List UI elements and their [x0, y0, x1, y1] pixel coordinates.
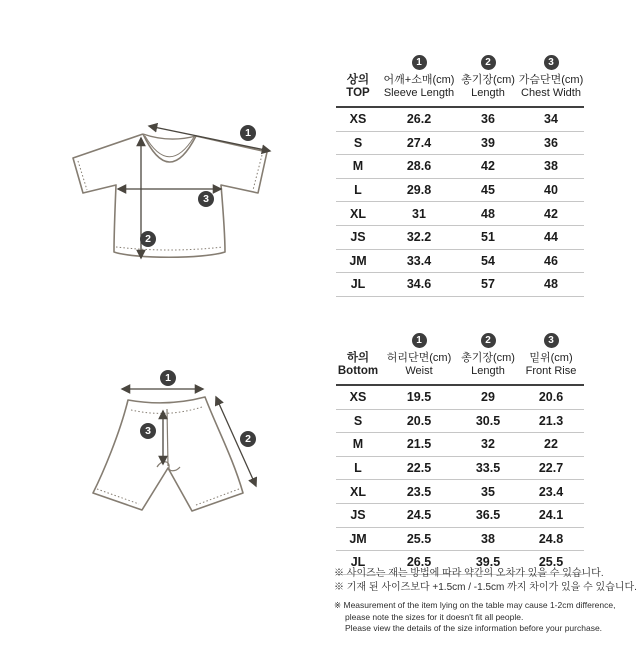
bottom-col2-header [458, 352, 518, 385]
note-en-line-1: ※ Measurement of the item lying on the table may cause 1-2cm difference, [334, 600, 616, 610]
shorts-badge-2: 2 [240, 431, 256, 447]
value-cell: 39.5 [458, 551, 518, 575]
note-ko-line-2: ※ 기재 된 사이즈보다 +1.5cm / -1.5cm 까지 차이가 있을 수 있습니다. [334, 582, 637, 593]
top-table-header [336, 50, 584, 107]
value-cell: 57 [458, 273, 518, 297]
shorts-drawing [35, 358, 270, 523]
size-cell: JL [336, 551, 380, 575]
value-cell: 54 [458, 249, 518, 273]
tshirt-right-cuff-stitch [253, 155, 262, 190]
value-cell: 22.5 [380, 456, 458, 480]
table-row [336, 503, 584, 527]
note-en-line-3: Please view the details of the size information before your purchase. [345, 623, 603, 633]
value-cell: 32.2 [380, 225, 458, 249]
top-size-table [336, 50, 584, 297]
size-cell: M [336, 155, 380, 179]
table-row [336, 131, 584, 155]
table-row [336, 249, 584, 273]
value-cell: 42 [518, 202, 584, 226]
top-col3-header [518, 74, 584, 107]
value-cell: 25.5 [518, 551, 584, 575]
value-cell: 40 [518, 178, 584, 202]
value-cell: 29.8 [380, 178, 458, 202]
tshirt-hem-stitch [116, 247, 223, 250]
value-cell: 31 [380, 202, 458, 226]
top-col1-en: Sleeve Length [383, 87, 455, 99]
bottom-col3-en: Front Rise [525, 365, 577, 377]
tshirt-badge-1: 1 [240, 125, 256, 141]
shorts-badge-3: 3 [140, 423, 156, 439]
top-table-body [336, 107, 584, 296]
value-cell: 24.8 [518, 527, 584, 551]
value-cell: 34 [518, 107, 584, 131]
value-cell: 39 [458, 131, 518, 155]
size-cell: JL [336, 273, 380, 297]
value-cell: 21.3 [518, 409, 584, 433]
value-cell: 21.5 [380, 433, 458, 457]
table-row [336, 202, 584, 226]
value-cell: 25.5 [380, 527, 458, 551]
value-cell: 38 [518, 155, 584, 179]
table-row [336, 456, 584, 480]
shorts-front-rise-line [167, 409, 168, 466]
size-cell: XS [336, 107, 380, 131]
value-cell: 45 [458, 178, 518, 202]
value-cell: 20.6 [518, 385, 584, 409]
table-row [336, 178, 584, 202]
value-cell: 38 [458, 527, 518, 551]
top-col2-en: Length [471, 87, 505, 99]
value-cell: 22.7 [518, 456, 584, 480]
table-row [336, 155, 584, 179]
value-cell: 29 [458, 385, 518, 409]
value-cell: 35 [458, 480, 518, 504]
value-cell: 42 [458, 155, 518, 179]
value-cell: 24.1 [518, 503, 584, 527]
size-notes [334, 567, 637, 635]
table-row [336, 433, 584, 457]
top-col1-badge: 1 [412, 55, 427, 70]
table-row [336, 107, 584, 131]
value-cell: 36 [518, 131, 584, 155]
bottom-col3-header [518, 352, 584, 385]
badge-row [336, 50, 584, 74]
size-cell: S [336, 131, 380, 155]
value-cell: 23.4 [518, 480, 584, 504]
bottom-table-body [336, 385, 584, 574]
value-cell: 26.2 [380, 107, 458, 131]
top-col1-header [380, 74, 458, 107]
size-cell: S [336, 409, 380, 433]
bottom-corner-header [336, 352, 380, 385]
value-cell: 34.6 [380, 273, 458, 297]
value-cell: 48 [518, 273, 584, 297]
size-cell: XL [336, 480, 380, 504]
bottom-table-header [336, 328, 584, 385]
table-row [336, 480, 584, 504]
value-cell: 46 [518, 249, 584, 273]
top-col2-ko: 총기장(cm) [461, 74, 515, 86]
bottom-corner-ko: 하의 [346, 352, 370, 364]
value-cell: 33.5 [458, 456, 518, 480]
tshirt-diagram [25, 92, 280, 267]
size-cell: XL [336, 202, 380, 226]
label-row [336, 352, 584, 385]
size-cell: XS [336, 385, 380, 409]
value-cell: 48 [458, 202, 518, 226]
tshirt-left-cuff-stitch [78, 161, 87, 190]
value-cell: 28.6 [380, 155, 458, 179]
table-row [336, 273, 584, 297]
value-cell: 23.5 [380, 480, 458, 504]
size-cell: M [336, 433, 380, 457]
table-row [336, 409, 584, 433]
tshirt-outline [73, 134, 267, 257]
top-corner-header [336, 74, 380, 107]
note-en-line-2: please note the sizes for it doesn't fit all people. [345, 611, 524, 622]
shorts-badge-1: 1 [160, 370, 176, 386]
bottom-col1-badge: 1 [412, 333, 427, 348]
bottom-size-table [336, 328, 584, 575]
top-col2-header [458, 74, 518, 107]
value-cell: 33.4 [380, 249, 458, 273]
value-cell: 27.4 [380, 131, 458, 155]
value-cell: 30.5 [458, 409, 518, 433]
bottom-col3-ko: 밑위(cm) [529, 352, 573, 364]
top-corner-ko: 상의 [346, 74, 370, 86]
value-cell: 44 [518, 225, 584, 249]
bottom-col2-badge: 2 [481, 333, 496, 348]
note-en-block [334, 600, 630, 635]
badge-row [336, 328, 584, 352]
top-col1-ko: 어깨+소매(cm) [383, 74, 455, 86]
bottom-corner-en: Bottom [337, 365, 379, 377]
value-cell: 36.5 [458, 503, 518, 527]
size-cell: L [336, 178, 380, 202]
size-cell: JS [336, 225, 380, 249]
shorts-diagram [35, 358, 270, 523]
value-cell: 24.5 [380, 503, 458, 527]
bottom-col1-en: Weist [405, 365, 433, 377]
value-cell: 26.5 [380, 551, 458, 575]
bottom-col1-ko: 허리단면(cm) [386, 352, 452, 364]
bottom-col2-en: Length [471, 365, 505, 377]
size-cell: JS [336, 503, 380, 527]
size-cell: JM [336, 527, 380, 551]
value-cell: 32 [458, 433, 518, 457]
value-cell: 20.5 [380, 409, 458, 433]
bottom-col3-badge: 3 [544, 333, 559, 348]
bottom-col1-header [380, 352, 458, 385]
size-cell: JM [336, 249, 380, 273]
table-row [336, 225, 584, 249]
top-col3-ko: 가슴단면(cm) [518, 74, 584, 86]
note-ko-line-1: ※ 사이즈는 재는 방법에 따라 약간의 오차가 있을 수 있습니다. [334, 568, 604, 579]
bottom-col2-ko: 총기장(cm) [461, 352, 515, 364]
label-row [336, 74, 584, 107]
size-cell: L [336, 456, 380, 480]
value-cell: 51 [458, 225, 518, 249]
top-col3-badge: 3 [544, 55, 559, 70]
value-cell: 19.5 [380, 385, 458, 409]
tshirt-collar-back [143, 134, 196, 139]
tshirt-badge-2: 2 [140, 231, 156, 247]
value-cell: 36 [458, 107, 518, 131]
table-row [336, 385, 584, 409]
tshirt-badge-3: 3 [198, 191, 214, 207]
value-cell: 22 [518, 433, 584, 457]
top-col2-badge: 2 [481, 55, 496, 70]
top-corner-en: TOP [346, 87, 370, 99]
table-row [336, 527, 584, 551]
top-col3-en: Chest Width [521, 87, 581, 99]
